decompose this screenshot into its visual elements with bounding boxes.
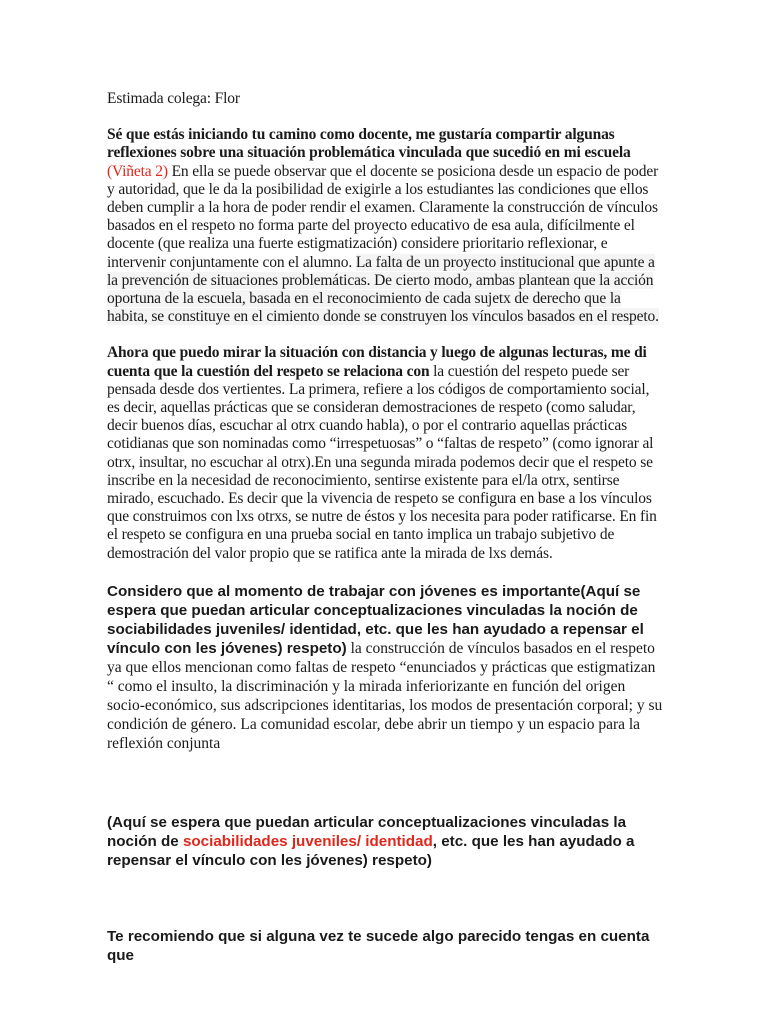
paragraph-youth-intro: Considero que al momento de trabajar con jóvenes es importante(Aquí se espera que puedan articular conceptualizaciones vinculadas la noción de sociabilidades juveniles/ identidad, etc. que les han ayudado a repensar el vínculo con les jóvenes) respeto) bbox=[107, 582, 644, 657]
paragraph-situation-highlighted-body: La falta de un proyecto institucional que apunte a la prevención de situaciones problemáticas. De cierto modo, ambas plantean que la acción oportuna de la escuela, basada en el reconocimiento de cada sujetx de derecho que la habita, se constituye en el cimiento donde se construyen los vínculos basados en el respeto. bbox=[107, 253, 659, 326]
close-paren: ) bbox=[162, 162, 168, 180]
paragraph-youth bbox=[107, 582, 663, 753]
paragraph-respect-body: la cuestión del respeto puede ser pensada desde dos vertientes. La primera, refiere a los códigos de comportamiento social, es decir, aquellas prácticas que se consideran demostraciones de respeto (como saludar, decir buenos días, escuchar al otrx cuando habla), o por el contrario aquellas prácticas cotidianas que son nominadas como “irrespetuosas” o “faltas de respeto” (como ignorar al otrx, insultar, no escuchar al otrx).En una segunda mirada podemos decir que el respeto se inscribe en la necesidad de reconocimiento, sentirse existente para el/la otrx, sentirse mirado, escuchado. Es decir que la vivencia de respeto se configura en base a los vínculos que construimos con lxs otrxs, se nutre de éstos y los necesita para poder ratificarse. En fin el respeto se configura en una prueba social en tanto implica un trabajo subjetivo de demostración del valor propio que se ratifica ante la mirada de lxs demás. bbox=[107, 362, 657, 562]
paragraph-youth-body: la construcción de vínculos basados en el respeto ya que ellos mencionan como faltas de respeto “enunciados y prácticas que estigmatizan “ como el insulto, la discriminación y la mirada inferiorizante en función del origen socio-económico, sus adscripciones identitarias, los modos de presentación corporal; y su condición de género. La comunidad escolar, debe abrir un tiempo y un espacio para la reflexión conjunta bbox=[107, 639, 663, 752]
paragraph-prompt bbox=[107, 813, 663, 870]
paragraph-prompt-post: , etc. que les han ayudado a repensar el vínculo con les jóvenes) respeto) bbox=[107, 832, 635, 869]
vineta-reference: Viñeta 2 bbox=[112, 162, 163, 180]
paragraph-respect-intro: Ahora que puedo mirar la situación con distancia y luego de algunas lecturas, me di cuenta que la cuestión del respeto se relaciona con bbox=[107, 344, 647, 380]
paragraph-situation bbox=[107, 126, 663, 326]
paragraph-situation-body: En ella se puede observar que el docente se posiciona desde un espacio de poder y autoridad, que le da la posibilidad de exigirle a los estudiantes las condiciones que ellos deben cumplir a la hora de poder rendir el examen. Claramente la construcción de vínculos basados en el respeto no forma parte del proyecto educativo de esa aula, difícilmente el docente (que realiza una fuerte estigmatización) considere prioritario reflexionar, e intervenir conjuntamente con el alumno. bbox=[107, 162, 659, 271]
letter-page bbox=[107, 90, 663, 965]
open-paren: ( bbox=[107, 162, 113, 180]
greeting: Estimada colega: Flor bbox=[107, 90, 240, 107]
paragraph-prompt-highlight: sociabilidades juveniles/ identidad bbox=[182, 832, 433, 850]
paragraph-prompt-pre: (Aquí se espera que puedan articular conceptualizaciones vinculadas la noción de bbox=[107, 813, 627, 850]
paragraph-situation-intro: Sé que estás iniciando tu camino como docente, me gustaría compartir algunas reflexiones sobre una situación problemática vinculada que sucedió en mi escuela bbox=[107, 126, 631, 162]
paragraph-respect bbox=[107, 344, 663, 562]
paragraph-recommendation: Te recomiendo que si alguna vez te sucede algo parecido tengas en cuenta que bbox=[107, 927, 650, 964]
